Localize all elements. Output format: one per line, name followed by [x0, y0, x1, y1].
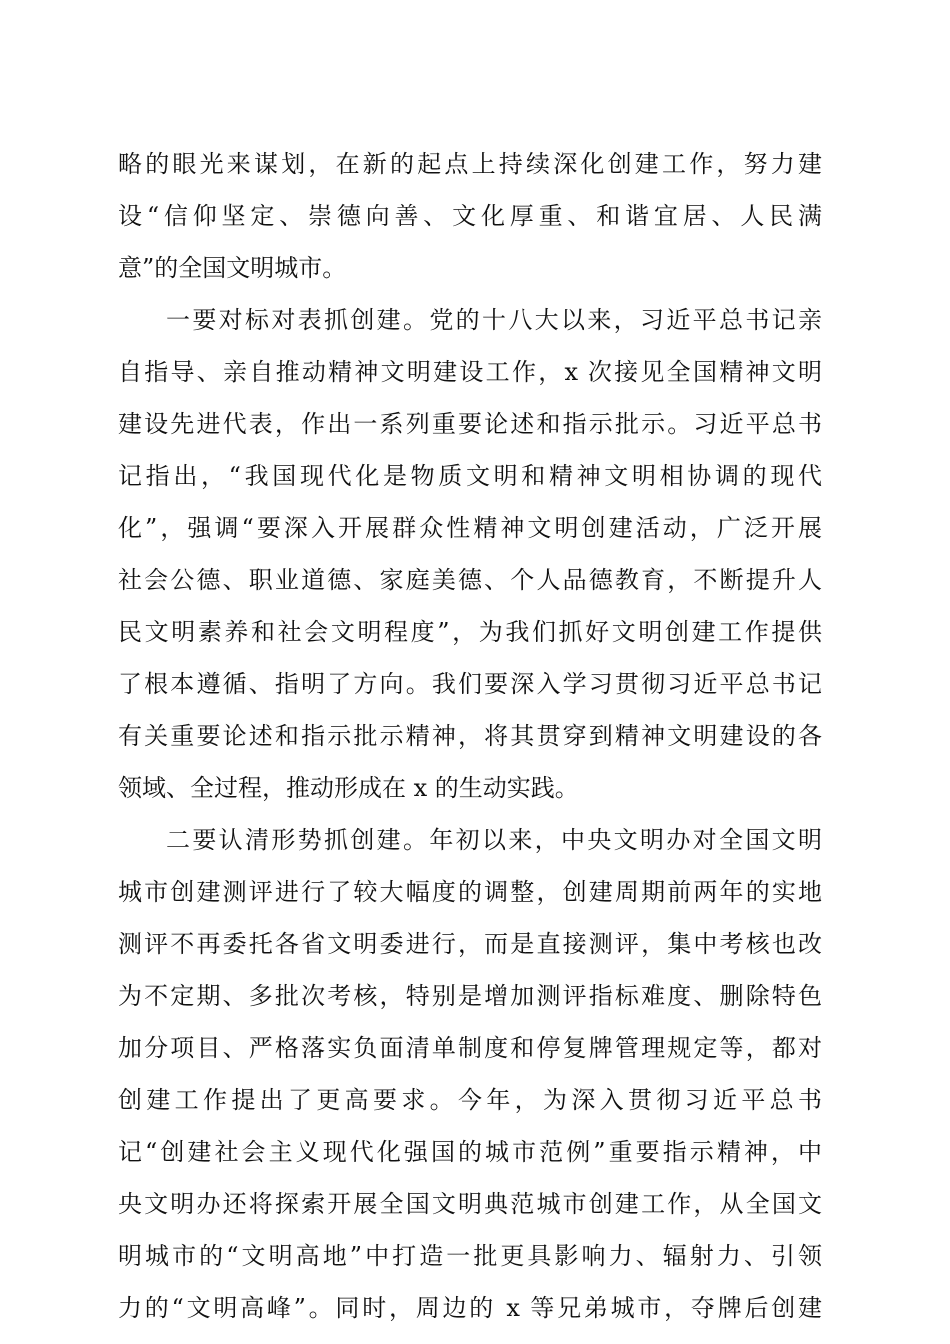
- paragraph-3: [118, 814, 822, 1334]
- paragraph-1: [118, 138, 822, 294]
- text-line: 明城市的“文明高地”中打造一批更具影响力、辐射力、引领: [118, 1242, 822, 1270]
- text-line: 测评不再委托各省文明委进行，而是直接测评，集中考核也改: [118, 930, 822, 958]
- text-line: 略的眼光来谋划，在新的起点上持续深化创建工作，努力建: [118, 150, 822, 178]
- text-line: 记“创建社会主义现代化强国的城市范例”重要指示精神，中: [118, 1138, 822, 1166]
- text-line: 城市创建测评进行了较大幅度的调整，创建周期前两年的实地: [118, 878, 822, 906]
- text-line: 力的“文明高峰”。同时，周边的 x 等兄弟城市，夺牌后创建: [118, 1294, 822, 1322]
- text-line: 意”的全国文明城市。: [118, 254, 347, 282]
- text-line: 创建工作提出了更高要求。今年，为深入贯彻习近平总书: [118, 1086, 822, 1114]
- text-line: 了根本遵循、指明了方向。我们要深入学习贯彻习近平总书记: [118, 670, 822, 698]
- text-line: 领域、全过程，推动形成在 x 的生动实践。: [118, 774, 579, 802]
- text-line: 央文明办还将探索开展全国文明典范城市创建工作，从全国文: [118, 1190, 822, 1218]
- text-line: 化”，强调“要深入开展群众性精神文明创建活动，广泛开展: [118, 514, 822, 542]
- text-line: 加分项目、严格落实负面清单制度和停复牌管理规定等，都对: [118, 1034, 822, 1062]
- text-line: 二要认清形势抓创建。年初以来，中央文明办对全国文明: [166, 826, 822, 854]
- paragraph-2: [118, 294, 822, 814]
- text-line: 建设先进代表，作出一系列重要论述和指示批示。习近平总书: [118, 410, 822, 438]
- text-line: 为不定期、多批次考核，特别是增加测评指标难度、删除特色: [118, 982, 822, 1010]
- text-line: 自指导、亲自推动精神文明建设工作，x 次接见全国精神文明: [118, 358, 822, 386]
- text-line: 有关重要论述和指示批示精神，将其贯穿到精神文明建设的各: [118, 722, 822, 750]
- text-line: 记指出，“我国现代化是物质文明和精神文明相协调的现代: [118, 462, 822, 490]
- text-line: 民文明素养和社会文明程度”，为我们抓好文明创建工作提供: [118, 618, 822, 646]
- text-line: 设“信仰坚定、崇德向善、文化厚重、和谐宜居、人民满: [118, 202, 822, 230]
- text-line: 社会公德、职业道德、家庭美德、个人品德教育，不断提升人: [118, 566, 822, 594]
- document-body: [118, 138, 822, 1334]
- text-line: 一要对标对表抓创建。党的十八大以来，习近平总书记亲: [166, 306, 822, 334]
